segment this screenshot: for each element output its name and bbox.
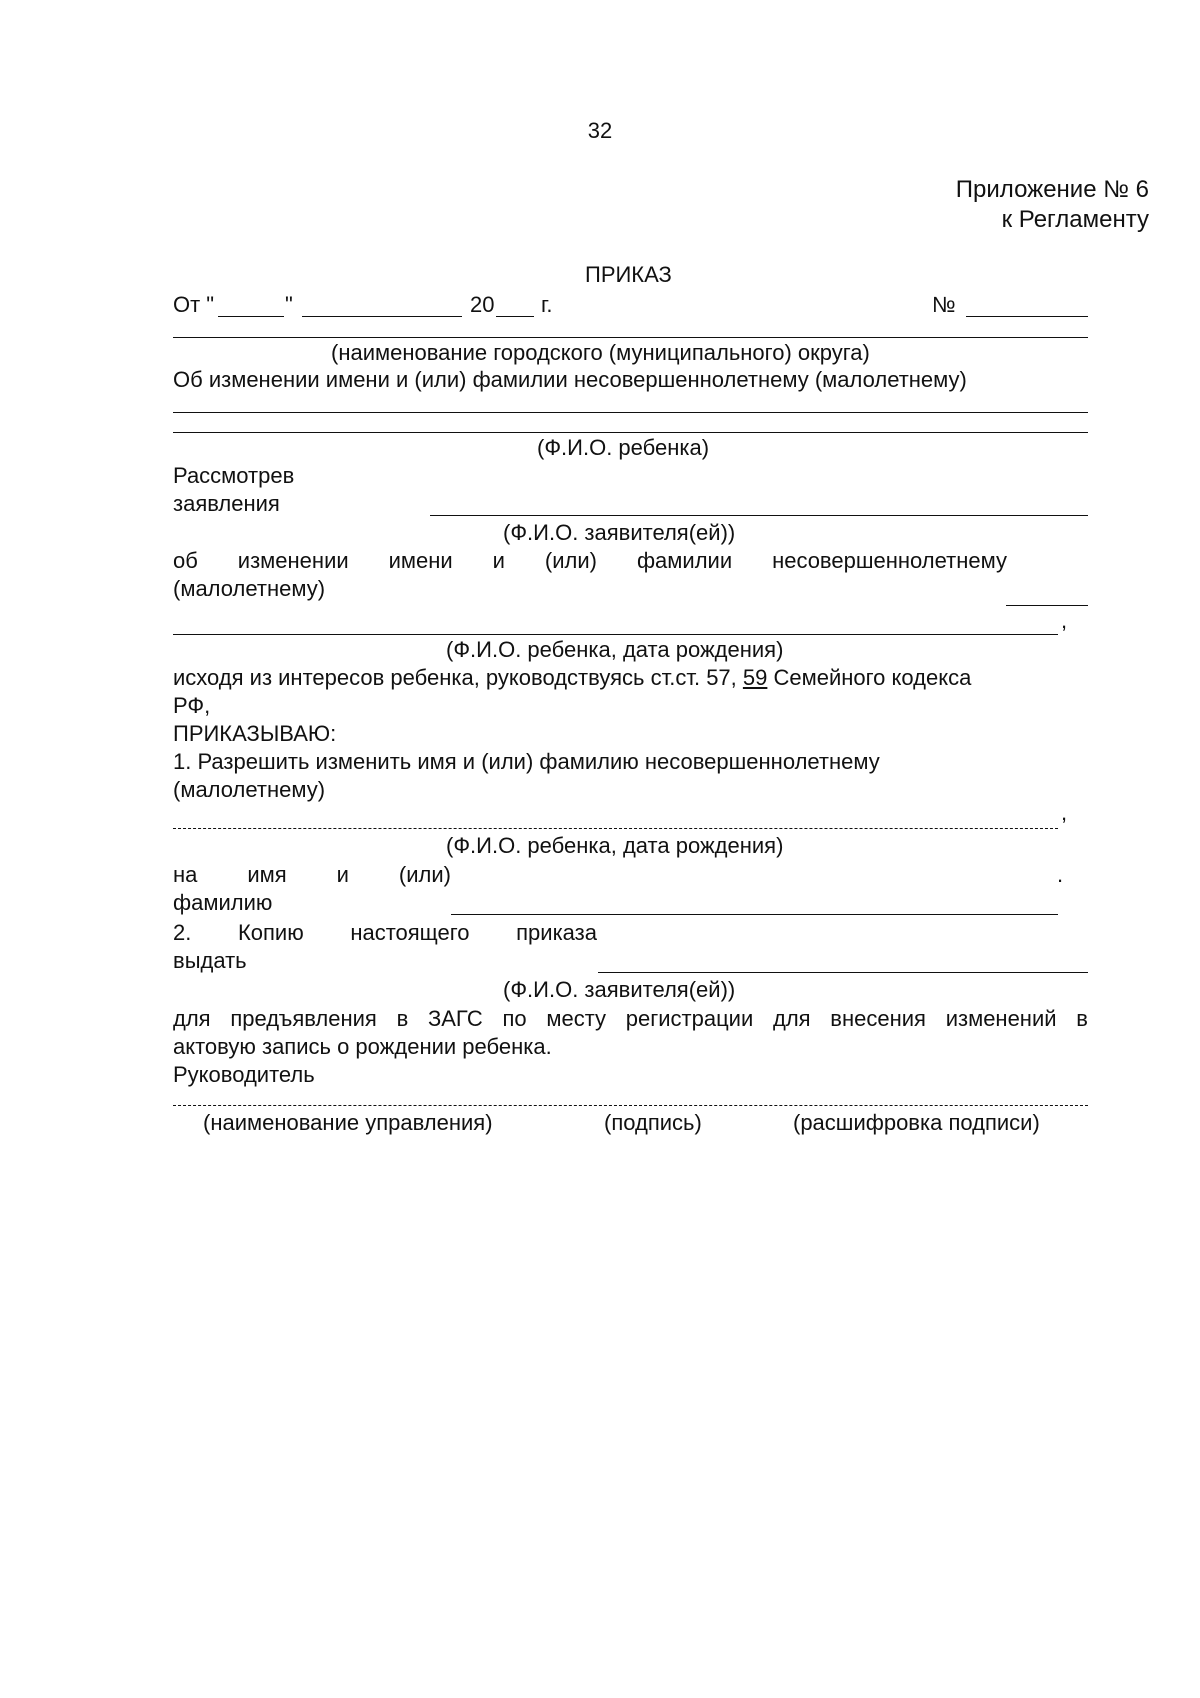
appendix-line-1: Приложение № 6 [955,176,1149,203]
period: . [1057,862,1064,887]
about-word-7: несовершеннолетнему [772,548,1007,573]
about-word-3: имени [388,548,453,573]
considering-2: заявления [173,491,280,516]
present-word-8: для [772,1006,811,1031]
to-word-4: (или) [398,862,451,887]
caption-signature: (подпись) [604,1110,702,1135]
child-line-1 [173,412,1088,413]
comma-2: , [1061,800,1068,825]
item-2-word-2: Копию [237,920,304,945]
present-word-2: предъявления [230,1006,377,1031]
caption-district: (наименование городского (муниципального) округа) [331,340,870,365]
to-row [173,862,451,888]
year-prefix: 20 [470,292,495,317]
applicant-line-1 [430,515,1088,516]
child-line-2 [173,432,1088,433]
item-2-word-1: 2. [173,920,192,945]
day-blank [218,316,284,317]
subject: Об изменении имени и (или) фамилии несовершеннолетнему (малолетнему) [173,367,967,392]
to-word-2: имя [247,862,287,887]
record-text: актовую запись о рождении ребенка. [173,1034,552,1059]
about-word-4: и [492,548,505,573]
child-birth-line-1 [173,634,1058,635]
signature-line [173,1105,1088,1106]
appendix-line-2: к Регламенту [1001,206,1149,233]
present-word-5: по [502,1006,527,1031]
present-word-10: изменений [945,1006,1057,1031]
document-title: ПРИКАЗ [585,262,672,287]
present-word-1: для [173,1006,211,1031]
considering-1: Рассмотрев [173,463,295,488]
caption-child-birth-1: (Ф.И.О. ребенка, дата рождения) [446,637,784,662]
date-prefix: От " [173,292,215,317]
present-word-7: регистрации [625,1006,754,1031]
to-word-1: на [173,862,198,887]
about-word-5: (или) [544,548,597,573]
applicant-line-2 [598,972,1088,973]
about-row [173,548,1007,574]
caption-child-birth-2: (Ф.И.О. ребенка, дата рождения) [446,833,784,858]
caption-decode: (расшифровка подписи) [793,1110,1040,1135]
present-word-11: в [1076,1006,1088,1031]
present-word-3: в [396,1006,409,1031]
present-word-6: месту [546,1006,607,1031]
head-word: Руководитель [173,1062,315,1087]
surname-word: фамилию [173,890,273,915]
item-1-minor: (малолетнему) [173,777,326,802]
number-sign: № [932,292,956,317]
item-2-row [173,920,597,946]
number-blank [966,316,1088,317]
child-birth-line-2 [173,828,1058,829]
based-on [173,665,971,691]
caption-applicant-1: (Ф.И.О. заявителя(ей)) [503,520,736,545]
caption-applicant-2: (Ф.И.О. заявителя(ей)) [503,977,736,1002]
district-line [173,337,1088,338]
comma-1: , [1061,608,1068,633]
order-word: ПРИКАЗЫВАЮ: [173,721,337,746]
based-on-pre: исходя из интересов ребенка, руководствуясь ст.ст. 57, [173,665,743,690]
year-blank [496,316,534,317]
about-word-6: фамилии [636,548,733,573]
item-2-word-3: настоящего [350,920,470,945]
present-word-4: ЗАГС [427,1006,483,1031]
year-suffix: г. [541,292,553,317]
based-on-post: Семейного кодекса [767,665,972,690]
issue-word: выдать [173,948,247,973]
page-number: 32 [587,118,613,143]
present-row [173,1006,1088,1032]
month-blank [302,316,462,317]
article-59-link[interactable]: 59 [742,665,768,690]
about-word-2: изменении [237,548,349,573]
minor-blank [1006,605,1088,606]
to-word-3: и [336,862,349,887]
caption-child-fio: (Ф.И.О. ребенка) [537,435,710,460]
caption-dept: (наименование управления) [203,1110,493,1135]
item-2-word-4: приказа [516,920,597,945]
minor-1: (малолетнему) [173,576,326,601]
item-1: 1. Разрешить изменить имя и (или) фамилию несовершеннолетнему [173,749,880,774]
present-word-9: внесения [830,1006,926,1031]
new-name-line [451,914,1058,915]
date-close-quote: " [285,292,293,317]
rf: РФ, [173,693,211,718]
about-word-1: об [173,548,198,573]
